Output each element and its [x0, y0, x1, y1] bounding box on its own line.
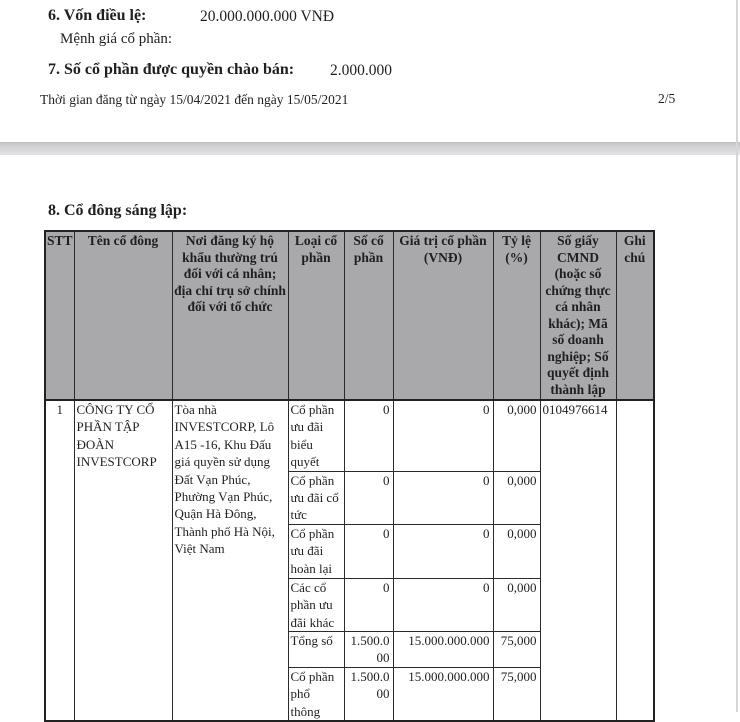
note-cell	[616, 400, 654, 721]
col-header-address: Nơi đăng ký hộ khẩu thường trú đối với cá nhân; địa chỉ trụ sở chính đối với tổ chức	[172, 231, 288, 400]
share-value-cell: 0	[393, 524, 493, 578]
share-type-cell: Cổ phần ưu đãi cổ tức	[288, 471, 344, 524]
registration-period: Thời gian đăng từ ngày 15/04/2021 đến ngày 15/05/2021	[40, 92, 349, 107]
share-value-cell: 0	[393, 471, 493, 524]
charter-capital-label: 6. Vốn điều lệ:	[48, 7, 147, 24]
founding-shareholders-heading: 8. Cổ đông sáng lập:	[48, 202, 188, 219]
share-value-cell: 15.000.000.000	[393, 632, 493, 668]
share-type-cell: Cổ phần ưu đãi biểu quyết	[288, 400, 344, 471]
share-ratio-cell: 0,000	[493, 578, 540, 631]
page-edge-line	[736, 0, 738, 712]
offered-shares-value: 2.000.000	[330, 62, 392, 79]
share-value-cell: 15.000.000.000	[393, 667, 493, 721]
share-count-cell: 0	[344, 471, 393, 524]
share-ratio-cell: 0,000	[493, 400, 540, 471]
col-header-share-type: Loại cổ phần	[288, 231, 344, 400]
share-row	[45, 400, 654, 471]
share-value-cell: 0	[393, 400, 493, 471]
id-number-cell: 0104976614	[540, 400, 616, 721]
col-header-note: Ghi chú	[616, 231, 654, 400]
col-header-share-value: Giá trị cổ phần (VNĐ)	[393, 231, 493, 400]
share-ratio-cell: 75,000	[493, 667, 540, 721]
col-header-ratio: Tỷ lệ (%)	[493, 231, 540, 400]
stt-cell: 1	[45, 400, 74, 721]
offered-shares-label: 7. Số cổ phần được quyền chào bán:	[48, 61, 295, 78]
share-type-cell: Cổ phần phổ thông	[288, 667, 344, 721]
share-ratio-cell: 0,000	[493, 471, 540, 524]
share-count-cell: 0	[344, 578, 393, 631]
page-indicator: 2/5	[658, 91, 676, 106]
share-count-cell: 1.500.000	[344, 667, 393, 721]
shareholder-name-cell: CÔNG TY CỔ PHẦN TẬP ĐOÀN INVESTCORP	[74, 400, 172, 721]
share-count-cell: 1.500.000	[344, 632, 393, 668]
col-header-share-count: Số cổ phần	[344, 231, 393, 400]
share-type-cell: Các cổ phần ưu đãi khác	[288, 578, 344, 631]
par-value-label: Mệnh giá cổ phần:	[60, 31, 173, 47]
share-count-cell: 0	[344, 400, 393, 471]
share-count-cell: 0	[344, 524, 393, 578]
founding-shareholders-table	[44, 230, 655, 722]
share-ratio-cell: 75,000	[493, 632, 540, 668]
table-header-row	[45, 231, 654, 400]
col-header-id-number: Số giấy CMND (hoặc số chứng thực cá nhân khác); Mã số doanh nghiệp; Số quyết định thành lập	[540, 231, 616, 400]
shareholder-address-cell: Tòa nhà INVESTCORP, Lô A15 -16, Khu Đấu giá quyền sử dụng Đất Vạn Phúc, Phường Vạn Phúc, Quận Hà Đông, Thành phố Hà Nội, Việt Nam	[172, 400, 288, 721]
charter-capital-value: 20.000.000.000 VNĐ	[200, 8, 335, 25]
page-separator	[0, 142, 740, 155]
share-value-cell: 0	[393, 578, 493, 631]
col-header-name: Tên cổ đông	[74, 231, 172, 400]
share-ratio-cell: 0,000	[493, 524, 540, 578]
col-header-stt: STT	[45, 231, 74, 400]
share-type-cell: Cổ phần ưu đãi hoàn lại	[288, 524, 344, 578]
share-type-cell: Tổng số	[288, 632, 344, 668]
